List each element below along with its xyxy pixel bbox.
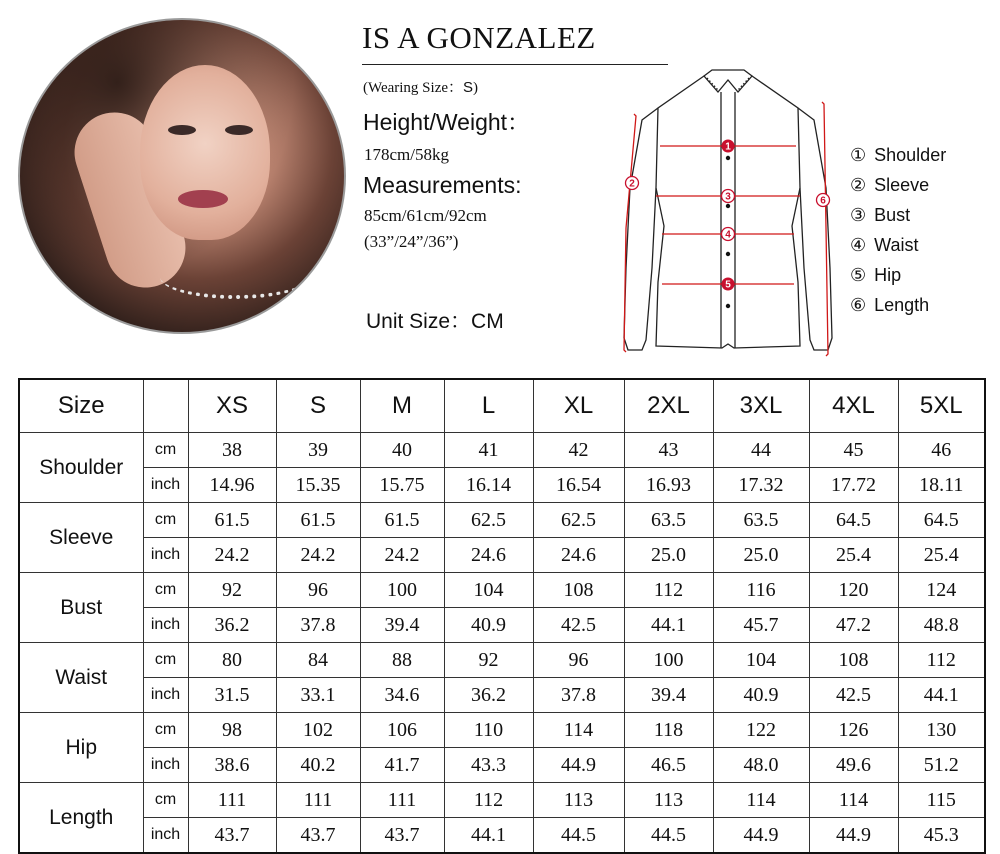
table-row bbox=[19, 468, 985, 503]
unit-label-inch: inch bbox=[143, 608, 188, 643]
diagram-marker-2: 2 bbox=[629, 178, 635, 190]
measurements-inch: (33”/24”/36”) bbox=[364, 232, 459, 251]
table-cell: 44.9 bbox=[809, 818, 898, 854]
legend-num: ① bbox=[850, 144, 867, 165]
table-cell: 96 bbox=[533, 643, 624, 678]
table-cell: 114 bbox=[533, 713, 624, 748]
size-col-xs: XS bbox=[188, 379, 276, 433]
table-cell: 43.7 bbox=[188, 818, 276, 854]
shirt-collar bbox=[704, 70, 752, 92]
legend-item-hip bbox=[850, 260, 946, 290]
diagram-marker-6: 6 bbox=[820, 195, 826, 207]
table-cell: 44.5 bbox=[533, 818, 624, 854]
table-cell: 106 bbox=[360, 713, 444, 748]
table-cell: 42 bbox=[533, 433, 624, 468]
measurement-name-waist: Waist bbox=[19, 643, 143, 713]
table-cell: 25.0 bbox=[624, 538, 713, 573]
table-cell: 88 bbox=[360, 643, 444, 678]
table-cell: 24.2 bbox=[360, 538, 444, 573]
table-cell: 45.7 bbox=[713, 608, 809, 643]
wearing-label: (Wearing Size： bbox=[363, 80, 464, 96]
table-cell: 17.32 bbox=[713, 468, 809, 503]
size-col-4xl: 4XL bbox=[809, 379, 898, 433]
legend-label: Sleeve bbox=[874, 174, 930, 195]
table-cell: 108 bbox=[533, 573, 624, 608]
model-eye-left bbox=[168, 125, 196, 135]
table-row bbox=[19, 608, 985, 643]
model-face bbox=[140, 65, 270, 240]
table-row bbox=[19, 503, 985, 538]
unit-size bbox=[366, 305, 504, 335]
unit-header-empty bbox=[143, 379, 188, 433]
table-cell: 48.8 bbox=[898, 608, 985, 643]
table-cell: 62.5 bbox=[533, 503, 624, 538]
table-cell: 61.5 bbox=[276, 503, 360, 538]
model-photo bbox=[18, 18, 346, 334]
table-cell: 43.7 bbox=[276, 818, 360, 854]
table-cell: 64.5 bbox=[809, 503, 898, 538]
table-cell: 24.2 bbox=[188, 538, 276, 573]
title-divider bbox=[362, 64, 668, 65]
table-cell: 39 bbox=[276, 433, 360, 468]
measurement-name-sleeve: Sleeve bbox=[19, 503, 143, 573]
table-cell: 42.5 bbox=[809, 678, 898, 713]
table-row bbox=[19, 538, 985, 573]
table-cell: 41 bbox=[444, 433, 533, 468]
unit-label: Unit Size： bbox=[366, 310, 472, 333]
table-cell: 15.75 bbox=[360, 468, 444, 503]
table-cell: 92 bbox=[188, 573, 276, 608]
table-cell: 39.4 bbox=[360, 608, 444, 643]
table-cell: 40.2 bbox=[276, 748, 360, 783]
table-cell: 16.93 bbox=[624, 468, 713, 503]
table-cell: 45 bbox=[809, 433, 898, 468]
unit-label-inch: inch bbox=[143, 818, 188, 854]
table-cell: 44.9 bbox=[533, 748, 624, 783]
table-cell: 24.6 bbox=[533, 538, 624, 573]
legend-num: ④ bbox=[850, 234, 867, 255]
table-cell: 36.2 bbox=[444, 678, 533, 713]
table-cell: 112 bbox=[624, 573, 713, 608]
height-weight-label: Height/Weight： bbox=[363, 109, 531, 135]
legend-item-sleeve bbox=[850, 170, 946, 200]
legend-label: Bust bbox=[874, 204, 911, 225]
table-cell: 108 bbox=[809, 643, 898, 678]
table-cell: 44.1 bbox=[898, 678, 985, 713]
table-cell: 40.9 bbox=[444, 608, 533, 643]
table-cell: 110 bbox=[444, 713, 533, 748]
table-cell: 98 bbox=[188, 713, 276, 748]
table-cell: 100 bbox=[360, 573, 444, 608]
shirt-measurement-diagram bbox=[612, 68, 844, 360]
table-cell: 122 bbox=[713, 713, 809, 748]
legend-item-bust bbox=[850, 200, 946, 230]
size-col-xl: XL bbox=[533, 379, 624, 433]
table-cell: 18.11 bbox=[898, 468, 985, 503]
measure-line-sleeve bbox=[624, 114, 636, 352]
unit-label-inch: inch bbox=[143, 538, 188, 573]
wearing-size bbox=[363, 76, 478, 97]
legend-num: ⑤ bbox=[850, 264, 867, 285]
table-cell: 44.5 bbox=[624, 818, 713, 854]
model-lips bbox=[178, 190, 228, 208]
table-cell: 31.5 bbox=[188, 678, 276, 713]
wearing-close: ) bbox=[473, 80, 479, 96]
table-cell: 39.4 bbox=[624, 678, 713, 713]
unit-label-cm: cm bbox=[143, 433, 188, 468]
table-cell: 51.2 bbox=[898, 748, 985, 783]
table-cell: 16.54 bbox=[533, 468, 624, 503]
size-header-label: Size bbox=[19, 379, 143, 433]
diagram-marker-3: 3 bbox=[725, 191, 731, 203]
size-chart-table bbox=[18, 378, 986, 854]
table-cell: 34.6 bbox=[360, 678, 444, 713]
model-eye-right bbox=[225, 125, 253, 135]
table-row bbox=[19, 433, 985, 468]
table-cell: 111 bbox=[276, 783, 360, 818]
shirt-placket bbox=[721, 92, 735, 348]
table-cell: 42.5 bbox=[533, 608, 624, 643]
unit-label-cm: cm bbox=[143, 643, 188, 678]
table-row bbox=[19, 783, 985, 818]
model-necklace bbox=[160, 255, 310, 299]
table-cell: 33.1 bbox=[276, 678, 360, 713]
table-cell: 113 bbox=[624, 783, 713, 818]
table-cell: 40.9 bbox=[713, 678, 809, 713]
unit-label-inch: inch bbox=[143, 468, 188, 503]
size-col-5xl: 5XL bbox=[898, 379, 985, 433]
legend-item-length bbox=[850, 290, 946, 320]
unit-value: CM bbox=[471, 310, 504, 333]
unit-label-inch: inch bbox=[143, 748, 188, 783]
diagram-marker-5: 5 bbox=[725, 279, 731, 291]
table-cell: 126 bbox=[809, 713, 898, 748]
table-cell: 63.5 bbox=[713, 503, 809, 538]
legend-num: ⑥ bbox=[850, 294, 867, 315]
table-cell: 48.0 bbox=[713, 748, 809, 783]
size-col-3xl: 3XL bbox=[713, 379, 809, 433]
table-cell: 43.3 bbox=[444, 748, 533, 783]
size-col-2xl: 2XL bbox=[624, 379, 713, 433]
table-cell: 25.0 bbox=[713, 538, 809, 573]
table-cell: 62.5 bbox=[444, 503, 533, 538]
table-cell: 80 bbox=[188, 643, 276, 678]
table-cell: 24.6 bbox=[444, 538, 533, 573]
table-cell: 40 bbox=[360, 433, 444, 468]
unit-label-cm: cm bbox=[143, 713, 188, 748]
wearing-size-value: S bbox=[463, 79, 474, 96]
legend-label: Waist bbox=[874, 234, 919, 255]
table-cell: 112 bbox=[444, 783, 533, 818]
size-col-s: S bbox=[276, 379, 360, 433]
table-cell: 25.4 bbox=[898, 538, 985, 573]
legend-label: Length bbox=[874, 294, 930, 315]
table-cell: 38.6 bbox=[188, 748, 276, 783]
shirt-sleeve-left bbox=[624, 108, 658, 350]
table-row bbox=[19, 573, 985, 608]
table-cell: 37.8 bbox=[533, 678, 624, 713]
table-cell: 24.2 bbox=[276, 538, 360, 573]
table-cell: 96 bbox=[276, 573, 360, 608]
table-cell: 118 bbox=[624, 713, 713, 748]
legend-item-shoulder bbox=[850, 140, 946, 170]
legend-label: Hip bbox=[874, 264, 902, 285]
table-row bbox=[19, 713, 985, 748]
table-cell: 16.14 bbox=[444, 468, 533, 503]
table-cell: 37.8 bbox=[276, 608, 360, 643]
size-col-m: M bbox=[360, 379, 444, 433]
table-cell: 44.1 bbox=[624, 608, 713, 643]
table-cell: 43 bbox=[624, 433, 713, 468]
table-cell: 17.72 bbox=[809, 468, 898, 503]
table-cell: 43.7 bbox=[360, 818, 444, 854]
measurements-cm: 85cm/61cm/92cm bbox=[364, 206, 487, 225]
table-cell: 102 bbox=[276, 713, 360, 748]
height-weight-value: 178cm/58kg bbox=[364, 145, 449, 164]
measurement-name-shoulder: Shoulder bbox=[19, 433, 143, 503]
table-cell: 104 bbox=[444, 573, 533, 608]
table-cell: 46 bbox=[898, 433, 985, 468]
unit-label-inch: inch bbox=[143, 678, 188, 713]
table-cell: 115 bbox=[898, 783, 985, 818]
measure-line-length bbox=[822, 102, 828, 356]
legend-num: ② bbox=[850, 174, 867, 195]
unit-label-cm: cm bbox=[143, 573, 188, 608]
table-cell: 100 bbox=[624, 643, 713, 678]
table-cell: 15.35 bbox=[276, 468, 360, 503]
table-cell: 44.9 bbox=[713, 818, 809, 854]
table-cell: 111 bbox=[360, 783, 444, 818]
table-cell: 61.5 bbox=[360, 503, 444, 538]
measurement-name-hip: Hip bbox=[19, 713, 143, 783]
table-cell: 14.96 bbox=[188, 468, 276, 503]
diagram-marker-4: 4 bbox=[725, 229, 731, 241]
table-cell: 113 bbox=[533, 783, 624, 818]
table-cell: 114 bbox=[713, 783, 809, 818]
table-cell: 92 bbox=[444, 643, 533, 678]
table-row bbox=[19, 643, 985, 678]
brand-title: IS A GONZALEZ bbox=[362, 20, 596, 55]
table-cell: 46.5 bbox=[624, 748, 713, 783]
table-cell: 61.5 bbox=[188, 503, 276, 538]
legend-item-waist bbox=[850, 230, 946, 260]
measurement-name-bust: Bust bbox=[19, 573, 143, 643]
legend-num: ③ bbox=[850, 204, 867, 225]
table-cell: 36.2 bbox=[188, 608, 276, 643]
table-cell: 49.6 bbox=[809, 748, 898, 783]
legend-label: Shoulder bbox=[874, 144, 947, 165]
table-row bbox=[19, 678, 985, 713]
unit-label-cm: cm bbox=[143, 783, 188, 818]
measurement-name-length: Length bbox=[19, 783, 143, 854]
table-cell: 112 bbox=[898, 643, 985, 678]
table-row bbox=[19, 818, 985, 854]
size-col-l: L bbox=[444, 379, 533, 433]
table-row bbox=[19, 748, 985, 783]
size-table-body bbox=[19, 379, 985, 853]
table-cell: 64.5 bbox=[898, 503, 985, 538]
unit-label-cm: cm bbox=[143, 503, 188, 538]
table-cell: 38 bbox=[188, 433, 276, 468]
measurement-legend bbox=[850, 140, 946, 320]
table-cell: 84 bbox=[276, 643, 360, 678]
table-cell: 25.4 bbox=[809, 538, 898, 573]
table-cell: 130 bbox=[898, 713, 985, 748]
table-cell: 41.7 bbox=[360, 748, 444, 783]
table-cell: 111 bbox=[188, 783, 276, 818]
table-cell: 44.1 bbox=[444, 818, 533, 854]
table-cell: 47.2 bbox=[809, 608, 898, 643]
table-cell: 124 bbox=[898, 573, 985, 608]
diagram-marker-1: 1 bbox=[725, 141, 731, 153]
table-cell: 104 bbox=[713, 643, 809, 678]
table-cell: 44 bbox=[713, 433, 809, 468]
table-cell: 120 bbox=[809, 573, 898, 608]
measurements-label: Measurements: bbox=[363, 172, 522, 198]
table-cell: 116 bbox=[713, 573, 809, 608]
size-header-row bbox=[19, 379, 985, 433]
table-cell: 114 bbox=[809, 783, 898, 818]
table-cell: 45.3 bbox=[898, 818, 985, 854]
table-cell: 63.5 bbox=[624, 503, 713, 538]
